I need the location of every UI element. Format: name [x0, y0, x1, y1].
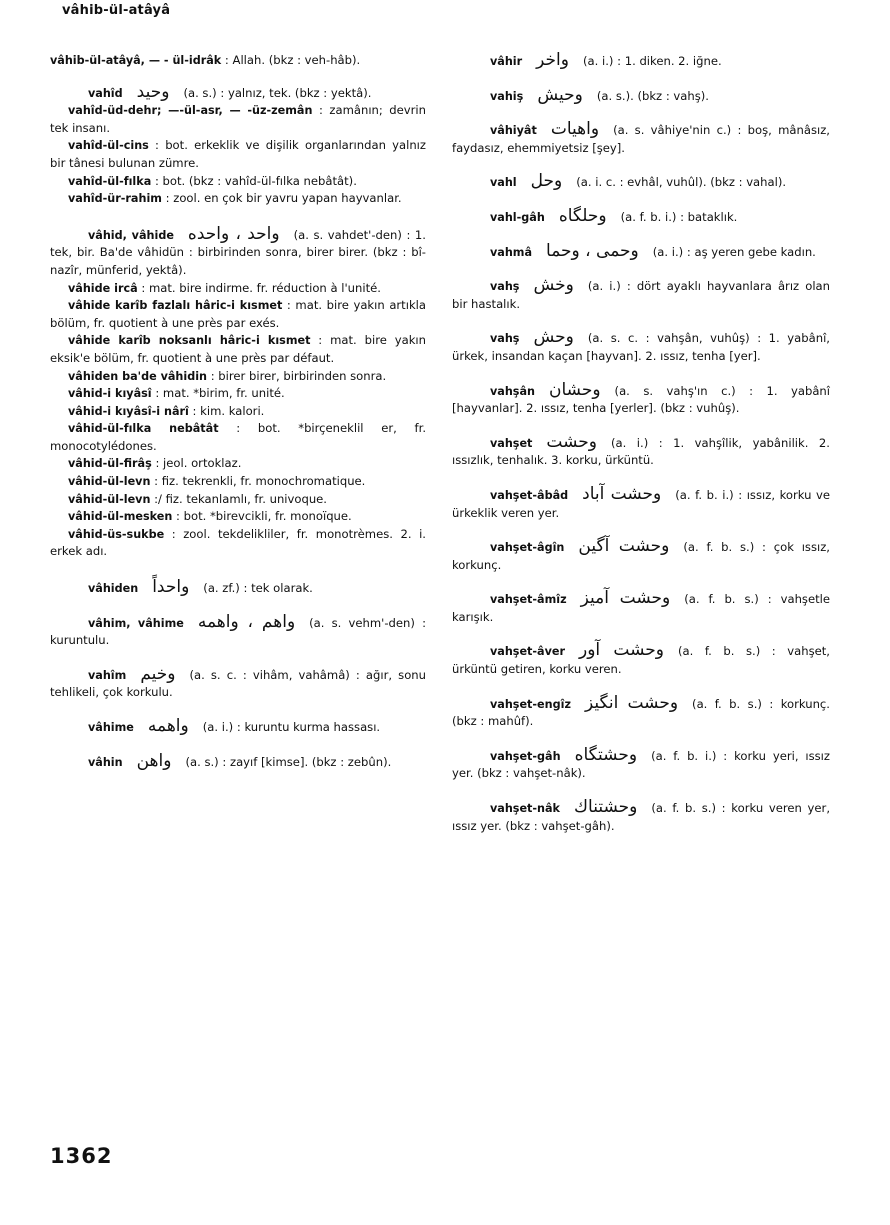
entry-arabic-script: وحشتناك: [574, 797, 638, 818]
entry-headword: vahşet: [490, 436, 533, 450]
dictionary-entry: [50, 173, 426, 191]
entry-definition: : mat. bire yakın eksik'e bölüm, fr. quotient à une près par défaut.: [50, 333, 426, 365]
entry-headword: vâhid-i kıyâsî-i nârî: [68, 404, 189, 418]
entry-definition: : mat. bire yakın artıkla bölüm, fr. quotient à une près par exés.: [50, 298, 426, 330]
entry-definition: : bot. erkeklik ve dişilik organlarından yalnız bir tânesi bulunan zümre.: [50, 138, 426, 170]
entry-headword: vâhid, vâhide: [88, 228, 174, 242]
entry-definition: (a. s.). (bkz : vahş).: [596, 88, 709, 103]
dictionary-entry: [50, 473, 426, 491]
entry-headword: vahîd-ül-fılka: [68, 174, 152, 188]
dictionary-entry: [50, 455, 426, 473]
dictionary-entry: [452, 642, 830, 678]
entry-definition: (a. f. b. s.) : vahşet, ürküntü getiren, korku veren.: [452, 644, 830, 677]
entry-arabic-script: واهن: [136, 750, 172, 771]
entry-arabic-script: وحشت آگين: [578, 536, 670, 557]
dictionary-entry: [50, 81, 426, 103]
entry-definition: (a. i.) : kuruntu kurma hassası.: [202, 720, 381, 734]
entry-definition: : birer birer, birbirinden sonra.: [207, 368, 387, 383]
dictionary-entry: [452, 205, 830, 227]
dictionary-entry: [50, 137, 426, 172]
entry-definition: (a. i. c. : evhâl, vuhûl). (bkz : vahal).: [576, 175, 787, 190]
dictionary-entry: [452, 538, 830, 574]
dictionary-entry: [452, 431, 830, 470]
dictionary-entry: [452, 329, 830, 365]
dictionary-entry: [50, 280, 426, 298]
entry-definition: (a. f. b. s.) : korkunç. (bkz : mahûf).: [452, 696, 830, 729]
entry-definition: : mat. *birim, fr. unité.: [151, 386, 285, 401]
dictionary-entry: [50, 420, 426, 455]
entry-headword: vâhid-ül-fılka nebâtât: [68, 422, 219, 436]
entry-headword: vâhid-ül-levn: [68, 492, 151, 506]
entry-headword: vahîm: [88, 668, 127, 682]
entry-definition: (a. s. vahş'ın c.) : 1. yabânî [hayvanlar]. 2. ıssız, tenha [yerler]. (bkz : vuhûş).: [452, 383, 830, 416]
dictionary-entry: [452, 692, 830, 731]
entry-arabic-script: وحمى ، وحما: [546, 240, 639, 261]
entry-arabic-script: وحشان: [548, 379, 601, 400]
entry-headword: vâhide karîb fazlalı hâric-i kısmet: [68, 299, 283, 313]
entry-definition: (a. f. b. i.) : korku yeri, ıssız yer. (bkz : vahşet-nâk).: [452, 748, 830, 781]
entry-arabic-script: وحش: [533, 327, 574, 348]
dictionary-entry: [50, 52, 426, 70]
entry-headword: vahîd: [88, 86, 123, 100]
entry-headword: vâhid-ül-levn: [68, 475, 151, 489]
dictionary-entry: [452, 379, 830, 418]
entry-headword: vâhime: [88, 721, 134, 734]
entry-definition: (a. i.) : aş yeren gebe kadın.: [652, 244, 816, 259]
entry-arabic-script: وخيم: [140, 663, 176, 684]
entry-headword: vâhib-ül-atâyâ, — - ül-idrâk: [50, 54, 222, 67]
entry-headword: vâhid-ül-firâş: [68, 457, 152, 471]
dictionary-entry: [452, 173, 830, 192]
entry-headword: vahîd-ül-cins: [68, 139, 149, 153]
entry-headword: vahşet-gâh: [490, 749, 561, 763]
entry-headword: vâhiden ba'de vâhidin: [68, 369, 208, 383]
entry-arabic-script: واهمه: [147, 716, 189, 736]
entry-definition: (a. f. b. s.) : çok ıssız, korkunç.: [452, 540, 830, 572]
entry-headword: vahiş: [490, 89, 524, 103]
dictionary-entry: [50, 508, 426, 526]
entry-headword: vahşet-âbâd: [490, 488, 569, 502]
entry-definition: (a. f. b. i.) : ıssız, korku ve ürkeklik veren yer.: [452, 487, 830, 520]
dictionary-entry: [50, 297, 426, 332]
entry-arabic-script: وحلگاه: [558, 205, 607, 226]
entry-headword: vahl: [490, 176, 517, 190]
entry-headword: vahşân: [490, 384, 535, 398]
entry-arabic-script: وحشتگاه: [574, 744, 638, 765]
dictionary-entry: [452, 277, 830, 313]
entry-definition: (a. s.) : zayıf [kimse]. (bkz : zebûn).: [185, 754, 392, 769]
running-header: vâhib-ül-atâyâ: [62, 3, 171, 18]
entry-arabic-script: وحشت آباد: [582, 483, 662, 504]
dictionary-entry: [452, 121, 830, 157]
entry-definition: (a. i.) : dört ayaklı hayvanlara ârız olan bir hastalık.: [452, 279, 830, 311]
dictionary-entry: [50, 368, 426, 386]
entry-definition: (a. f. b. i.) : bataklık.: [620, 209, 738, 224]
entry-definition: : kim. kalori.: [188, 403, 265, 418]
entry-headword: vahîd-üd-dehr; —-ül-asr, — -üz-zemân: [68, 104, 313, 118]
entry-arabic-script: واهم ، واهمه: [197, 611, 296, 632]
dictionary-entry: [452, 240, 830, 262]
entry-headword: vâhiden: [88, 582, 139, 596]
entry-headword: vahşet-âgîn: [490, 541, 565, 555]
entry-arabic-script: واحداً: [152, 577, 190, 598]
entry-arabic-script: واخر: [536, 50, 569, 70]
dictionary-entry: [50, 718, 426, 737]
left-column: [50, 52, 426, 771]
entry-definition: (a. s. vâhiye'nin c.) : boş, mânâsız, faydasız, ehemmiyetsiz [şey].: [452, 123, 830, 155]
dictionary-entry: [50, 750, 426, 772]
entry-headword: vâhid-ül-mesken: [68, 510, 173, 524]
entry-definition: (a. i.) : 1. vahşîlik, yabânilik. 2. ıssızlık, tenhalık. 3. korku, ürküntü.: [452, 435, 830, 468]
entry-arabic-script: وحل: [530, 171, 563, 192]
dictionary-entry: [50, 332, 426, 367]
entry-definition: : Allah. (bkz : veh-hâb).: [221, 53, 361, 67]
entry-definition: (a. s. c. : vihâm, vahâmâ) : ağır, sonu tehlikeli, çok korkulu.: [50, 667, 426, 700]
entry-definition: :/ fiz. tekanlamlı, fr. univoque.: [150, 491, 327, 506]
entry-definition: : jeol. ortoklaz.: [151, 456, 242, 471]
entry-headword: vahşet-âver: [490, 645, 565, 659]
entry-definition: (a. f. b. s.) : korku veren yer, ıssız yer. (bkz : vahşet-gâh).: [452, 801, 830, 833]
entry-headword: vahş: [490, 332, 520, 346]
entry-arabic-script: وحشت آور: [579, 640, 665, 661]
entry-headword: vâhim, vâhime: [88, 616, 184, 630]
entry-definition: : mat. bire indirme. fr. réduction à l'unité.: [137, 280, 381, 295]
entry-definition: (a. s. vehm'-den) : kuruntulu.: [50, 615, 426, 648]
entry-definition: (a. s. vahdet'-den) : 1. tek, bir. Ba'de vâhidün : birbirinden sonra, birer birer. (bkz : bî-nazîr, münferid, yektâ).: [50, 227, 426, 277]
entry-definition: (a. i.) : 1. diken. 2. iğne.: [583, 54, 722, 68]
entry-definition: (a. s.) : yalnız, tek. (bkz : yektâ).: [183, 85, 372, 100]
dictionary-entry: [452, 84, 830, 106]
entry-headword: vâhide ircâ: [68, 281, 138, 295]
dictionary-entry: [50, 526, 426, 561]
entry-arabic-script: واحد ، واحده: [187, 223, 280, 244]
entry-arabic-script: وحشت: [546, 431, 597, 452]
dictionary-entry: [452, 590, 830, 626]
entry-headword: vâhid-i kıyâsî: [68, 387, 152, 401]
dictionary-entry: [50, 223, 426, 280]
entry-headword: vahîd-ür-rahim: [68, 192, 162, 206]
entry-definition: (a. s. c. : vahşân, vuhûş) : 1. yabânî, ürkek, insandan kaçan [hayvan]. 2. ıssız, tenha [yer].: [452, 331, 830, 363]
dictionary-entry: [452, 52, 830, 71]
entry-headword: vâhiyât: [490, 124, 537, 138]
entry-definition: : bot. (bkz : vahîd-ül-fılka nebâtât).: [151, 173, 357, 188]
dictionary-entry: [50, 190, 426, 208]
entry-arabic-script: وحشت انگيز: [584, 692, 679, 713]
entry-headword: vâhid-üs-sukbe: [68, 527, 165, 541]
entry-headword: vahşet-engîz: [490, 697, 571, 711]
entry-definition: (a. zf.) : tek olarak.: [203, 581, 313, 596]
dictionary-entry: [452, 483, 830, 522]
entry-definition: : zool. tekdelikliler, fr. monotrèmes. 2. i. erkek adı.: [50, 526, 426, 559]
entry-headword: vâhin: [88, 755, 123, 769]
entry-headword: vahmâ: [490, 245, 533, 259]
entry-headword: vahş: [490, 280, 520, 294]
entry-definition: : bot. *birevcikli, fr. monoïque.: [172, 509, 352, 524]
entry-headword: vâhide karîb noksanlı hâric-i kısmet: [68, 334, 311, 348]
dictionary-entry: [50, 385, 426, 403]
entry-definition: (a. f. b. s.) : vahşetle karışık.: [452, 592, 830, 624]
dictionary-entry: [50, 579, 426, 598]
dictionary-entry: [50, 663, 426, 702]
dictionary-entry: [50, 491, 426, 509]
entry-definition: : zool. en çok bir yavru yapan hayvanlar.: [161, 191, 402, 206]
entry-headword: vâhir: [490, 55, 523, 68]
page-number: 1362: [50, 1144, 113, 1168]
entry-definition: : zamânın; devrin tek insanı.: [50, 103, 426, 135]
dictionary-entry: [452, 744, 830, 783]
entry-arabic-script: وخش: [533, 275, 574, 296]
dictionary-entry: [452, 799, 830, 835]
right-column: [452, 52, 830, 835]
entry-arabic-script: واهيات: [550, 119, 600, 140]
entry-headword: vahşet-âmîz: [490, 593, 567, 607]
entry-definition: : bot. *birçeneklil er, fr. monocotylédones.: [50, 421, 427, 453]
entry-headword: vahl-gâh: [490, 210, 545, 224]
entry-arabic-script: وحشت آميز: [580, 588, 671, 609]
dictionary-entry: [50, 102, 426, 137]
dictionary-entry: [50, 611, 426, 650]
entry-headword: vahşet-nâk: [490, 802, 560, 816]
dictionary-entry: [50, 403, 426, 421]
entry-definition: : fiz. tekrenkli, fr. monochromatique.: [150, 474, 366, 489]
entry-arabic-script: وحيد: [136, 81, 170, 102]
entry-arabic-script: وحيش: [537, 84, 583, 105]
